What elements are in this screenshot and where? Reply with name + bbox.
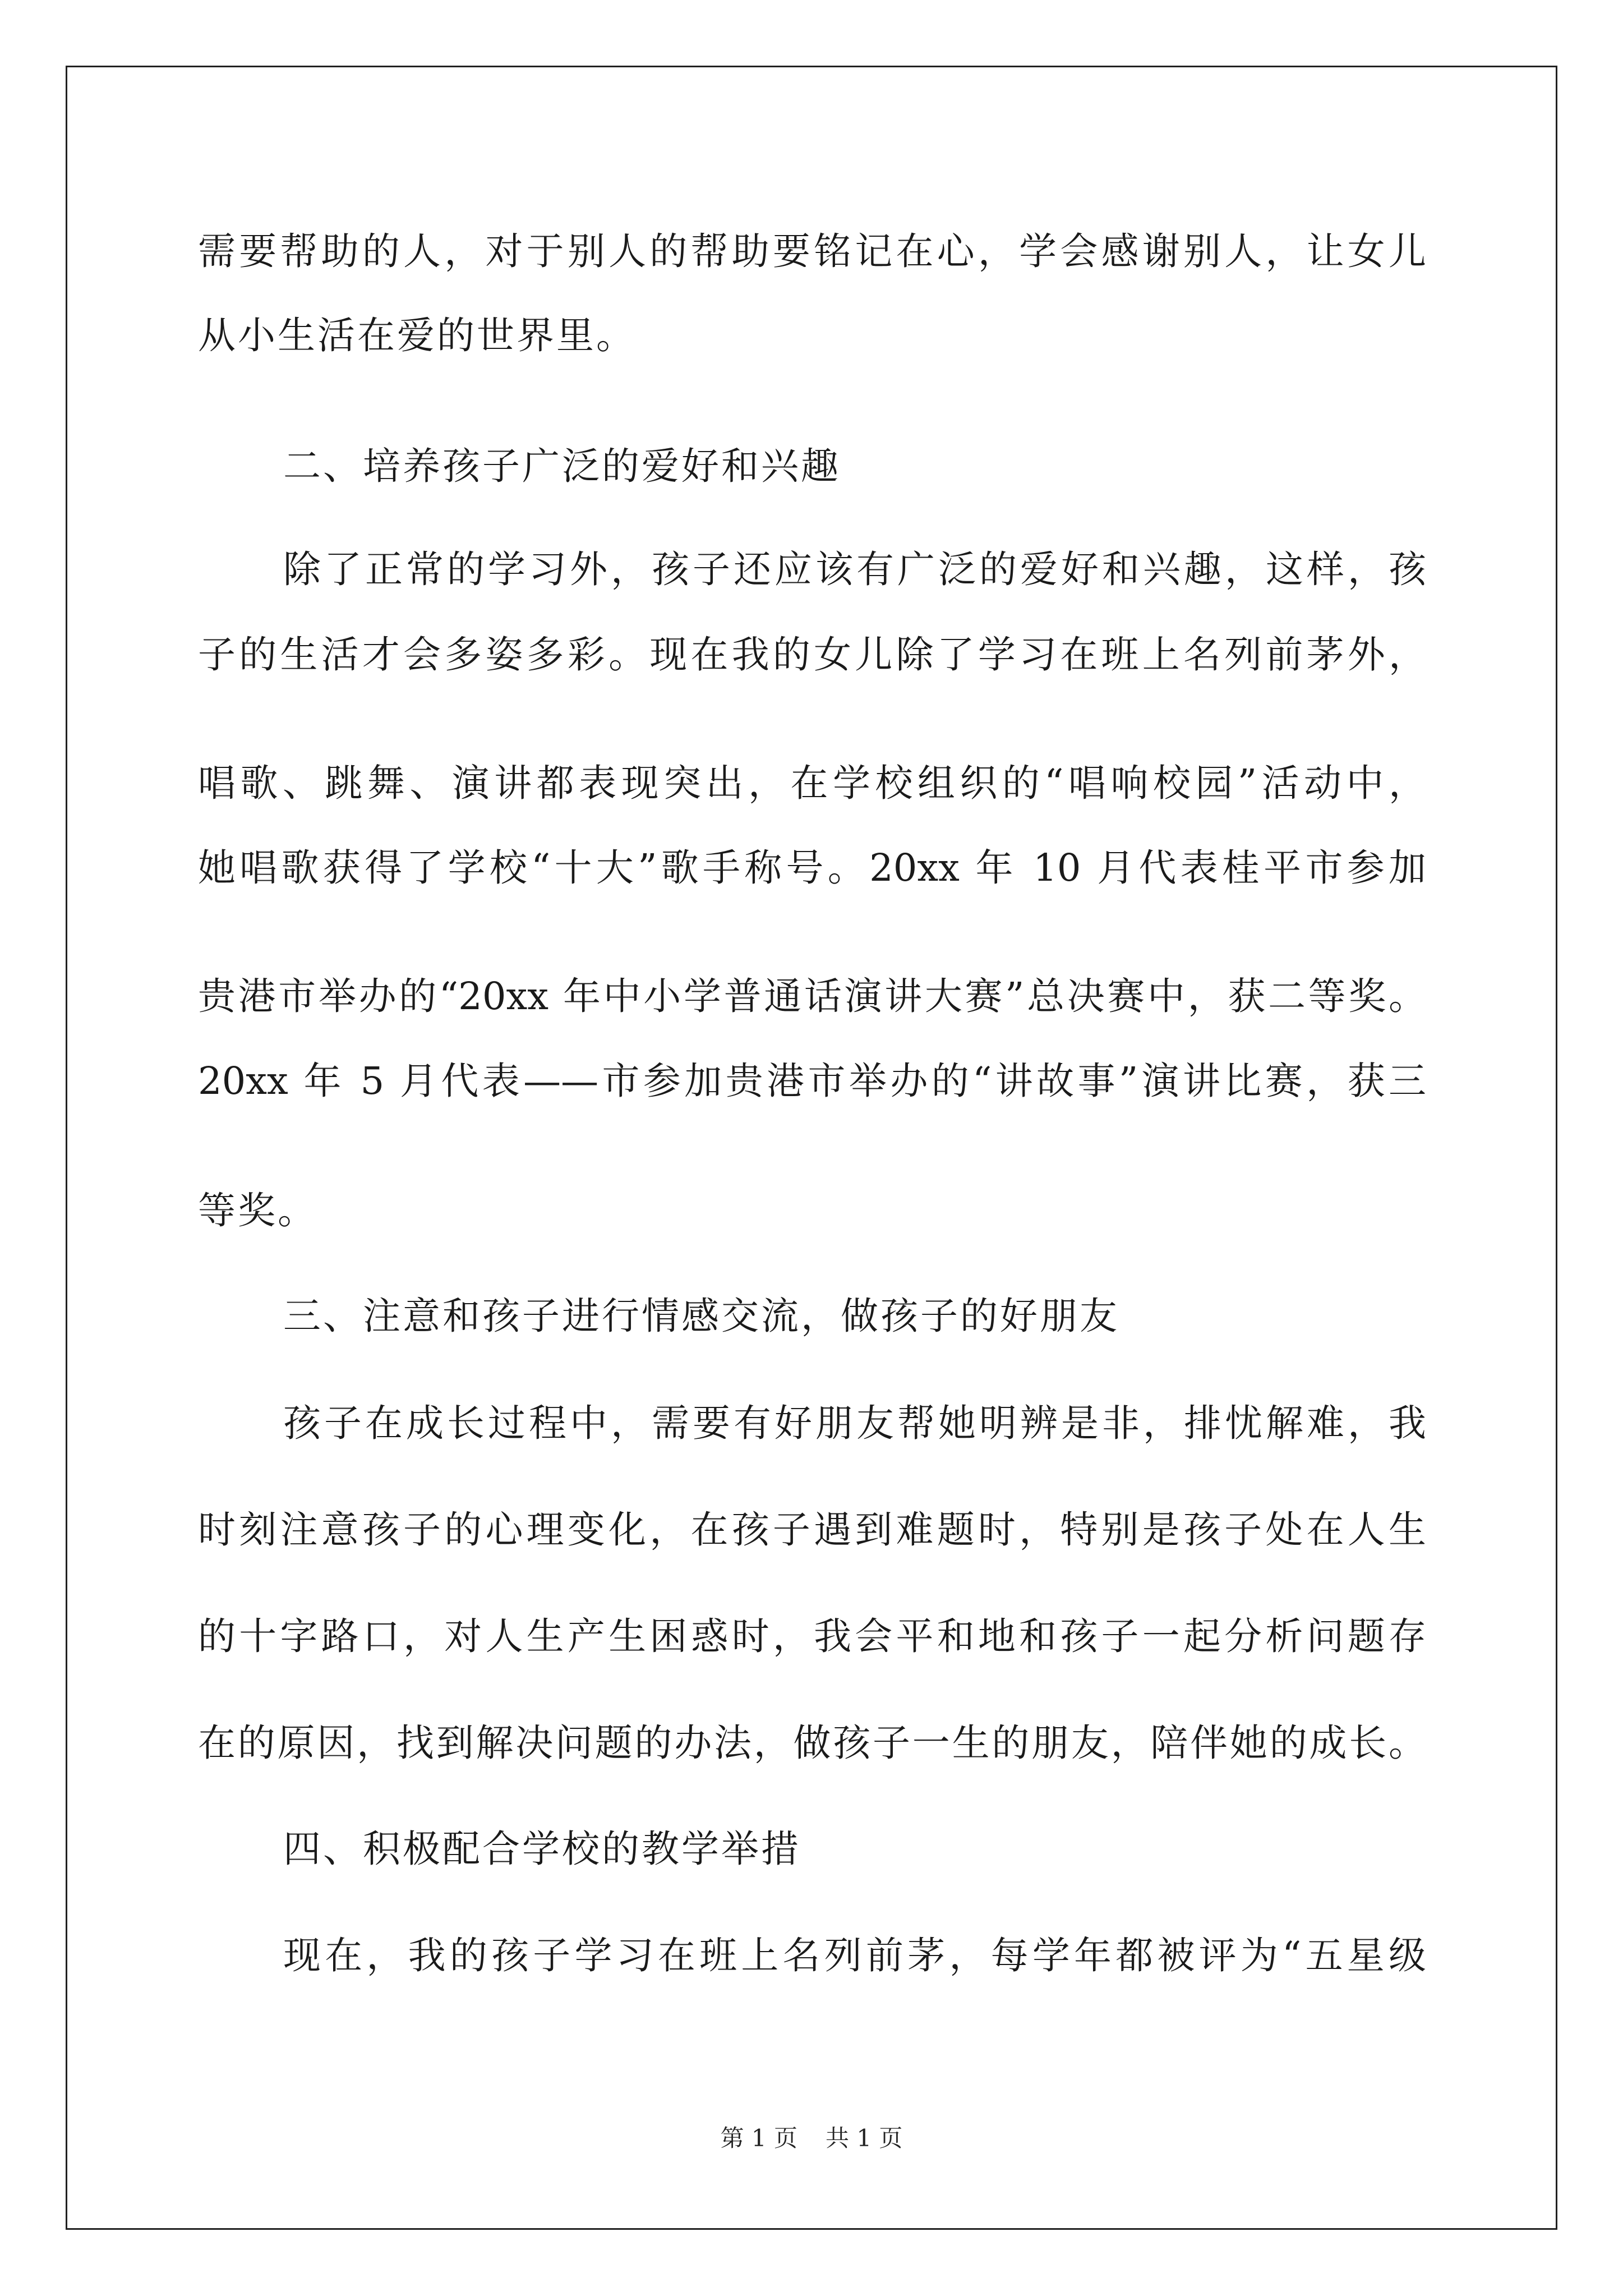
page-number: 第 1 页: [720, 2124, 797, 2152]
body-line: 现在，我的孩子学习在班上名列前茅，每学年都被评为“五星级: [283, 1934, 1426, 1977]
body-line: 除了正常的学习外，孩子还应该有广泛的爱好和兴趣，这样，孩: [283, 547, 1426, 591]
page-footer: [0, 2124, 1623, 2152]
page-total: 共 1 页: [826, 2124, 903, 2152]
section-heading: 三、注意和孩子进行情感交流，做孩子的好朋友: [283, 1294, 1119, 1338]
body-line: 的十字路口，对人生产生困惑时，我会平和地和孩子一起分析问题存: [198, 1614, 1426, 1658]
body-line: 她唱歌获得了学校“十大”歌手称号。20xx 年 10 月代表桂平市参加: [198, 846, 1426, 890]
body-line: 贵港市举办的“20xx 年中小学普通话演讲大赛”总决赛中，获二等奖。: [198, 974, 1426, 1018]
body-line: 在的原因，找到解决问题的办法，做孩子一生的朋友，陪伴她的成长。: [198, 1721, 1426, 1765]
section-heading: 四、积极配合学校的教学举措: [283, 1827, 801, 1871]
body-line: 时刻注意孩子的心理变化，在孩子遇到难题时，特别是孩子处在人生: [198, 1508, 1426, 1552]
body-line: 等奖。: [198, 1189, 317, 1232]
body-line: 孩子在成长过程中，需要有好朋友帮她明辨是非，排忧解难，我: [283, 1401, 1426, 1445]
body-line: 从小生活在爱的世界里。: [198, 314, 636, 357]
body-line: 20xx 年 5 月代表——市参加贵港市举办的“讲故事”演讲比赛，获三: [198, 1059, 1426, 1103]
page-border: [66, 66, 1557, 2230]
body-line: 唱歌、跳舞、演讲都表现突出，在学校组织的“唱响校园”活动中，: [198, 761, 1426, 805]
body-line: 子的生活才会多姿多彩。现在我的女儿除了学习在班上名列前茅外，: [198, 633, 1426, 677]
section-heading: 二、培养孩子广泛的爱好和兴趣: [283, 444, 841, 488]
body-line: 需要帮助的人，对于别人的帮助要铭记在心，学会感谢别人，让女儿: [198, 229, 1426, 273]
